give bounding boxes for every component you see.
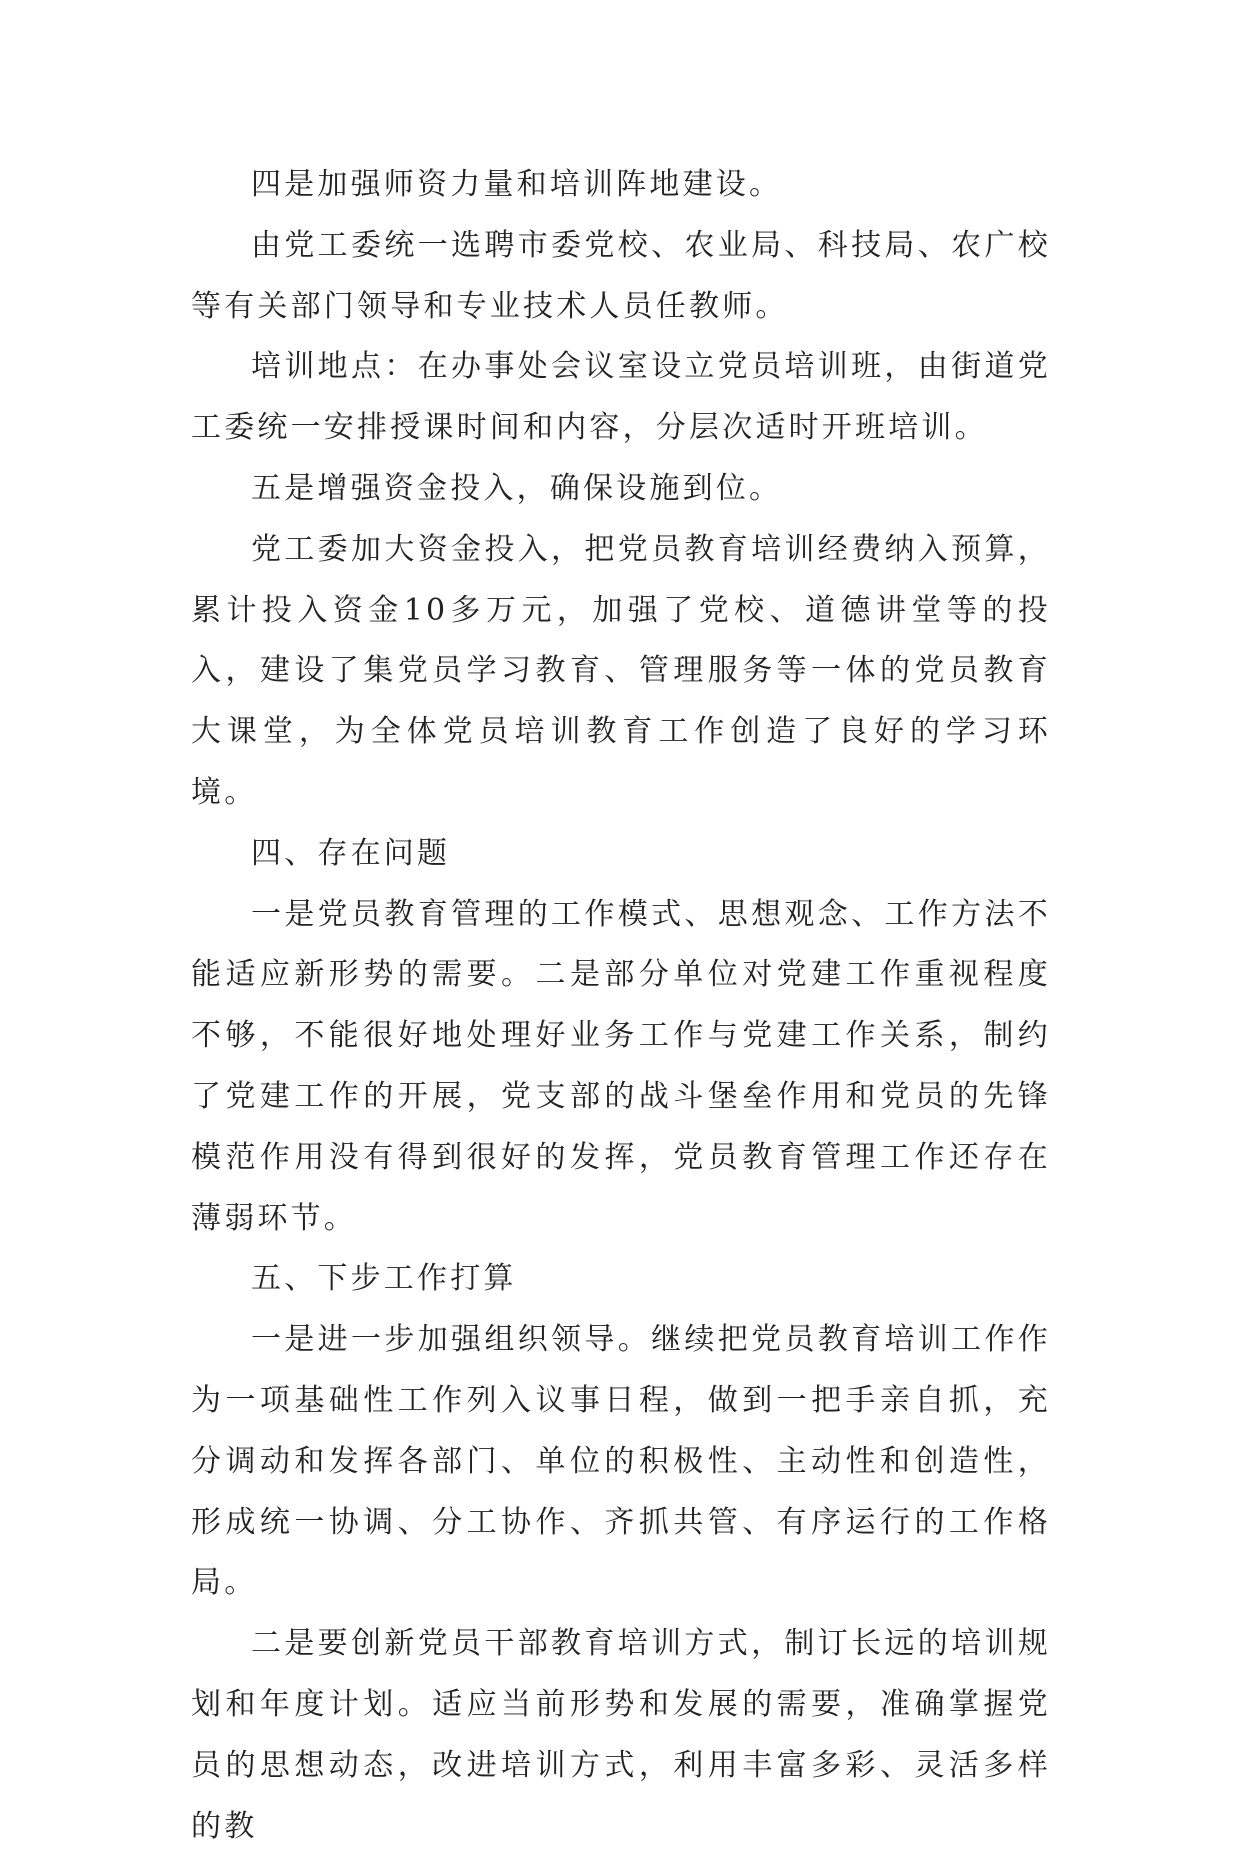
section-heading-problems: 四、存在问题 — [251, 835, 451, 871]
paragraph-teacher-selection: 由党工委统一选聘市委党校、农业局、科技局、农广校等有关部门领导和专业技术人员任教师。 — [191, 227, 1051, 324]
paragraph-funding-details: 党工委加大资金投入，把党员教育培训经费纳入预算，累计投入资金10多万元，加强了党校、道德讲堂等的投入，建设了集党员学习教育、管理服务等一体的党员教育大课堂，为全体党员培训教育工作创造了良好的学习环境。 — [191, 531, 1051, 810]
paragraph-problems: 一是党员教育管理的工作模式、思想观念、工作方法不能适应新形势的需要。二是部分单位对党建工作重视程度不够，不能很好地处理好业务工作与党建工作关系，制约了党建工作的开展，党支部的战斗堡垒作用和党员的先锋模范作用没有得到很好的发挥，党员教育管理工作还存在薄弱环节。 — [191, 896, 1051, 1236]
paragraph-training-innovation: 二是要创新党员干部教育培训方式，制订长远的培训规划和年度计划。适应当前形势和发展的需要，准确掌握党员的思想动态，改进培训方式，利用丰富多彩、灵活多样的教 — [191, 1626, 1051, 1844]
paragraph-teacher-and-site-heading: 四是加强师资力量和培训阵地建设。 — [251, 167, 783, 202]
section-heading-next-steps: 五、下步工作打算 — [251, 1261, 517, 1297]
document-body — [191, 155, 1051, 1857]
paragraph-funding-heading: 五是增强资金投入，确保设施到位。 — [251, 470, 783, 506]
paragraph-training-location: 培训地点：在办事处会议室设立党员培训班，由街道党工委统一安排授课时间和内容，分层次适时开班培训。 — [191, 349, 1051, 446]
paragraph-leadership: 一是进一步加强组织领导。继续把党员教育培训工作作为一项基础性工作列入议事日程，做到一把手亲自抓，充分调动和发挥各部门、单位的积极性、主动性和创造性，形成统一协调、分工协作、齐抓共管、有序运行的工作格局。 — [191, 1322, 1051, 1601]
